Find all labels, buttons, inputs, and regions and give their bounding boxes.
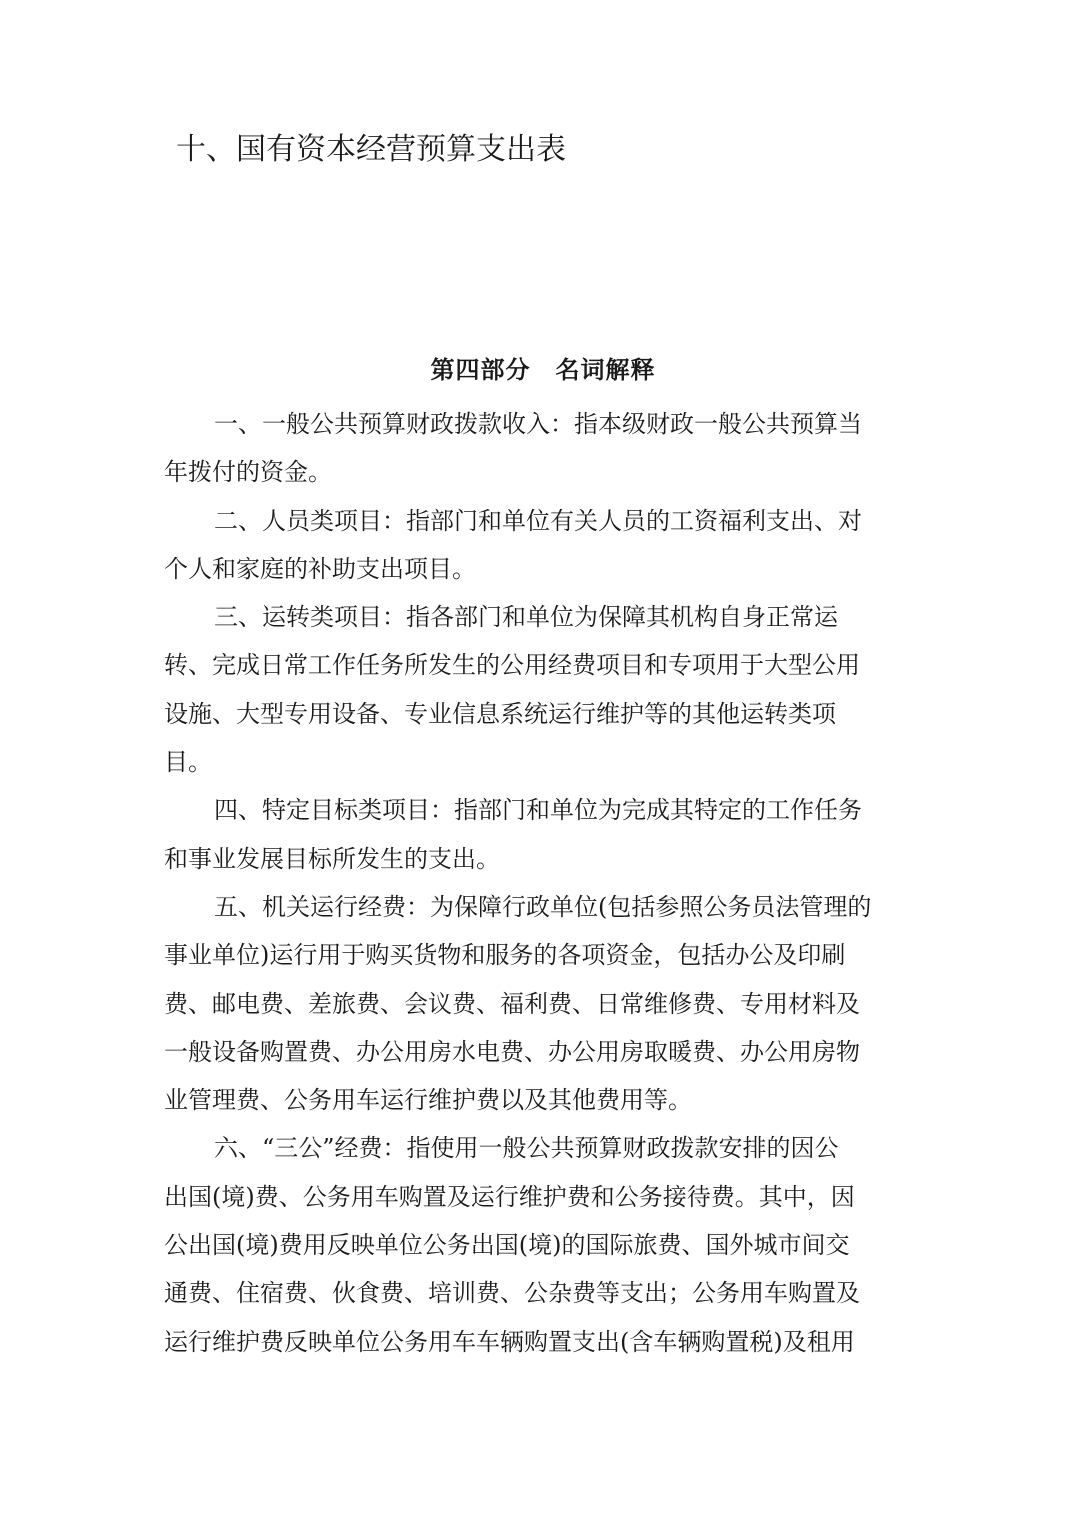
paragraph-line: 目。 <box>164 748 212 777</box>
paragraph-term-3 <box>164 593 912 786</box>
paragraph-line: 转、完成日常工作任务所发生的公用经费项目和专项用于大型公用 <box>164 651 860 680</box>
paragraph-line: 年拨付的资金。 <box>164 458 332 487</box>
paragraph-line: 六、“三公”经费：指使用一般公共预算财政拨款安排的因公 <box>214 1134 839 1163</box>
paragraph-line: 一、一般公共预算财政拨款收入：指本级财政一般公共预算当 <box>214 410 862 438</box>
paragraph-line: 一般设备购置费、办公用房水电费、办公用房取暖费、办公用房物 <box>164 1037 860 1066</box>
paragraph-term-4 <box>164 786 912 883</box>
paragraph-line: 事业单位)运行用于购买货物和服务的各项资金，包括办公及印刷 <box>164 941 846 970</box>
paragraph-line: 二、人员类项目：指部门和单位有关人员的工资福利支出、对 <box>214 506 862 535</box>
paragraph-term-5 <box>164 883 912 1124</box>
paragraph-line: 设施、大型专用设备、专业信息系统运行维护等的其他运转类项 <box>164 699 836 728</box>
paragraph-line: 公出国(境)费用反映单位公务出国(境)的国际旅费、国外城市间交 <box>164 1231 850 1260</box>
paragraph-term-6 <box>164 1124 912 1365</box>
paragraph-line: 通费、住宿费、伙食费、培训费、公杂费等支出；公务用车购置及 <box>164 1279 860 1308</box>
paragraph-line: 个人和家庭的补助支出项目。 <box>164 554 476 583</box>
paragraph-line: 四、特定目标类项目：指部门和单位为完成其特定的工作任务 <box>214 796 862 825</box>
paragraph-line: 费、邮电费、差旅费、会议费、福利费、日常维修费、专用材料及 <box>164 989 860 1018</box>
paragraph-line: 和事业发展目标所发生的支出。 <box>164 844 500 873</box>
paragraph-line: 运行维护费反映单位公务用车车辆购置支出(含车辆购置税)及租用 <box>164 1327 855 1356</box>
paragraph-line: 五、机关运行经费：为保障行政单位(包括参照公务员法管理的 <box>214 892 872 921</box>
paragraph-term-1 <box>164 400 912 497</box>
item-heading: 十、国有资本经营预算支出表 <box>176 132 566 167</box>
document-body <box>164 400 912 1366</box>
paragraph-line: 三、运转类项目：指各部门和单位为保障其机构自身正常运 <box>214 603 838 632</box>
paragraph-term-2 <box>164 497 912 594</box>
paragraph-line: 业管理费、公务用车运行维护费以及其他费用等。 <box>164 1086 692 1115</box>
section-title: 第四部分 名词解释 <box>430 355 656 384</box>
paragraph-line: 出国(境)费、公务用车购置及运行维护费和公务接待费。其中，因 <box>164 1182 855 1211</box>
